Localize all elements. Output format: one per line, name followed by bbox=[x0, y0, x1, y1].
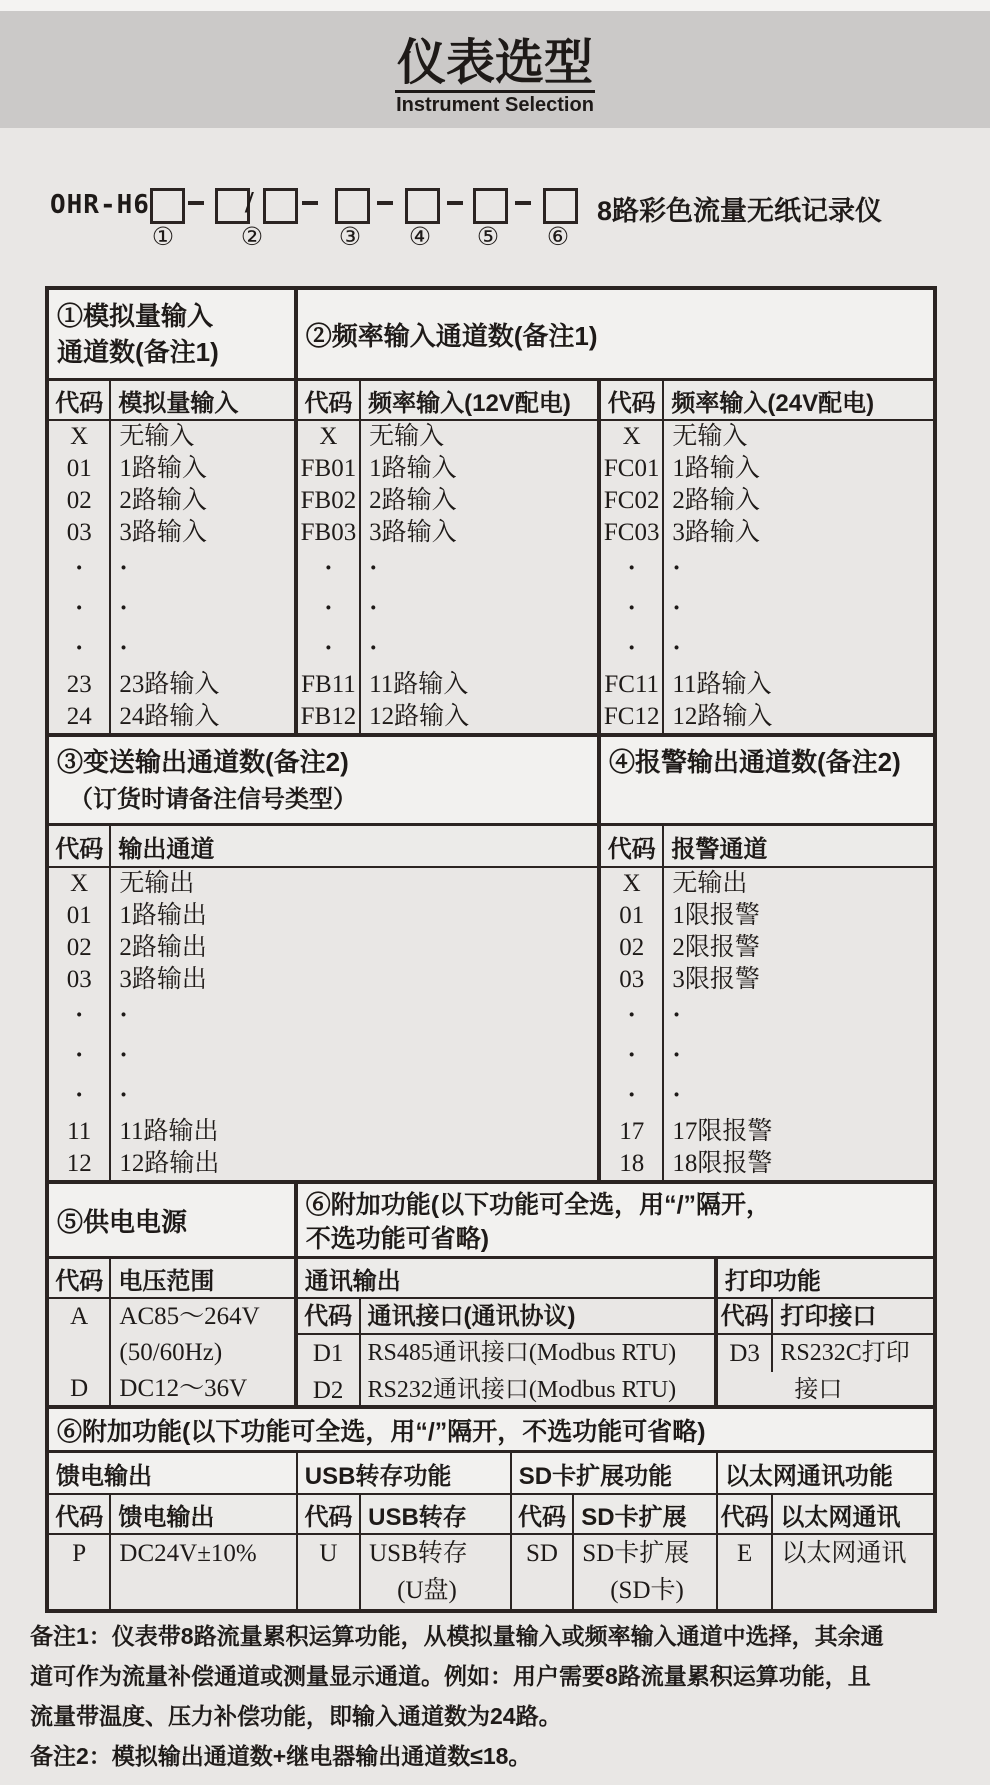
feed-value bbox=[111, 1535, 297, 1609]
ethernet-code bbox=[718, 1535, 774, 1609]
comm-code-d2: D2 bbox=[298, 1372, 361, 1405]
sd-line1: SD卡扩展 bbox=[582, 1540, 690, 1567]
comm-col-interface: 通讯接口(通讯协议) bbox=[367, 1303, 576, 1330]
column-header-row-outputs bbox=[49, 826, 933, 868]
page-subtitle: Instrument Selection bbox=[396, 94, 594, 116]
col-sd-expand: SD卡扩展 bbox=[574, 1495, 718, 1533]
col-code: 代码 bbox=[601, 381, 664, 419]
group-feed-output: 馈电输出 bbox=[49, 1453, 298, 1493]
power-val-ac: AC85～264V bbox=[119, 1303, 260, 1330]
data-block-outputs bbox=[49, 868, 933, 1184]
marker-3: ③ bbox=[338, 222, 362, 251]
section-header-row-power bbox=[49, 1184, 933, 1259]
usb-line1: USB转存 bbox=[369, 1540, 468, 1567]
addon-fullwidth-header: ⑥附加功能(以下功能可全选，用“/”隔开，不选功能可省略) bbox=[49, 1409, 933, 1450]
section-power-header: ⑤供电电源 bbox=[49, 1184, 298, 1256]
sd-line2: (SD卡) bbox=[610, 1577, 684, 1604]
col-analog-input: 模拟量输入 bbox=[111, 381, 297, 419]
marker-5: ⑤ bbox=[476, 222, 500, 251]
col-ethernet-comm: 以太网通讯 bbox=[773, 1495, 933, 1533]
analog-code-list: X 01 02 03 · · · 23 24 bbox=[49, 421, 111, 733]
sd-code-value: SD bbox=[526, 1540, 558, 1567]
product-name: 8路彩色流量无纸记录仪 bbox=[597, 196, 883, 226]
column-header-row-power bbox=[49, 1259, 933, 1299]
section-header-row-outputs bbox=[49, 737, 933, 826]
comm-code-d1: D1 bbox=[298, 1335, 361, 1372]
power-comm-print-block bbox=[49, 1299, 933, 1409]
addon-header-line1: ⑥附加功能(以下功能可全选，用“/”隔开， bbox=[305, 1191, 772, 1219]
alarm-code-list: X 01 02 03 · · · 17 18 bbox=[601, 868, 664, 1180]
col-comm-output: 通讯输出 bbox=[298, 1259, 718, 1297]
freq24v-desc-list: 无输入 1路输入 2路输入 3路输入 · · · 11路输入 12路输入 bbox=[672, 423, 773, 730]
alarm-desc-list: 无输出 1限报警 2限报警 3限报警 · · · 17限报警 18限报警 bbox=[672, 870, 773, 1177]
output-code-list: X 01 02 03 · · · 11 12 bbox=[49, 868, 111, 1180]
comm-desc-d1: RS485通讯接口(Modbus RTU) bbox=[367, 1340, 677, 1366]
col-code: 代码 bbox=[49, 381, 111, 419]
marker-2: ② bbox=[240, 222, 264, 251]
col-code: 代码 bbox=[298, 381, 361, 419]
transmit-header-line2: （订货时请备注信号类型） bbox=[69, 786, 357, 813]
ethernet-value bbox=[773, 1535, 933, 1609]
model-box-6 bbox=[543, 188, 578, 224]
feed-code-value: P bbox=[72, 1540, 87, 1567]
note2-line1: 备注2：模拟输出通道数+继电器输出通道数≤18。 bbox=[30, 1743, 532, 1769]
model-box-4 bbox=[405, 188, 440, 224]
note1-line2: 道可作为流量补偿通道或测量显示通道。例如：用户需要8路流量累积运算功能，且 bbox=[30, 1663, 871, 1689]
col-usb-transfer: USB转存 bbox=[361, 1495, 512, 1533]
analog-header-line2: 通道数(备注1) bbox=[57, 337, 219, 367]
comm-area bbox=[298, 1299, 718, 1405]
section-frequency-input-header: ②频率输入通道数(备注1) bbox=[298, 290, 933, 378]
section-alarm-output-header: ④报警输出通道数(备注2) bbox=[601, 737, 933, 823]
group-sd: SD卡扩展功能 bbox=[512, 1453, 718, 1493]
analog-header-line1: ①模拟量输入 bbox=[57, 301, 214, 331]
col-code: 代码 bbox=[49, 826, 111, 866]
accessory-data-row bbox=[49, 1535, 933, 1609]
model-box-1 bbox=[150, 188, 185, 224]
usb-value bbox=[361, 1535, 512, 1609]
power-code-blank bbox=[49, 1335, 109, 1371]
print-row-d3 bbox=[718, 1335, 933, 1405]
group-usb: USB转存功能 bbox=[298, 1453, 512, 1493]
model-box-5 bbox=[473, 188, 508, 224]
slash-separator: / bbox=[245, 184, 254, 219]
power-val-hz: (50/60Hz) bbox=[119, 1339, 223, 1366]
data-block-inputs bbox=[49, 421, 933, 737]
col-freq-24v: 频率输入(24V配电) bbox=[664, 381, 933, 419]
col-feed-output: 馈电输出 bbox=[111, 1495, 297, 1533]
sd-code bbox=[512, 1535, 574, 1609]
col-code: 代码 bbox=[49, 1495, 111, 1533]
usb-code-value: U bbox=[319, 1540, 338, 1567]
model-box-2b bbox=[263, 188, 298, 224]
column-header-row-inputs bbox=[49, 381, 933, 421]
selection-table bbox=[45, 286, 937, 1613]
top-strip bbox=[0, 0, 990, 11]
note1-line3: 流量带温度、压力补偿功能，即输入通道数为24路。 bbox=[30, 1703, 562, 1729]
model-prefix: OHR-H6 bbox=[50, 190, 150, 220]
power-code-list bbox=[49, 1299, 111, 1405]
print-area bbox=[718, 1299, 933, 1405]
section-header-row-inputs bbox=[49, 290, 933, 381]
print-desc-line2: 接口 bbox=[794, 1377, 843, 1403]
col-code: 代码 bbox=[49, 1259, 111, 1297]
dash-separator bbox=[188, 201, 204, 205]
model-box-3 bbox=[335, 188, 370, 224]
dash-separator bbox=[377, 201, 393, 205]
dash-separator bbox=[447, 201, 463, 205]
power-code-a: A bbox=[70, 1303, 89, 1330]
feed-value-text: DC24V±10% bbox=[119, 1540, 257, 1567]
sd-value bbox=[574, 1535, 718, 1609]
addon-fullwidth-header-row bbox=[49, 1409, 933, 1453]
col-code: 代码 bbox=[601, 826, 664, 866]
title-banner bbox=[0, 11, 990, 128]
freq12v-desc-list: 无输入 1路输入 2路输入 3路输入 · · · 11路输入 12路输入 bbox=[361, 421, 601, 733]
marker-6: ⑥ bbox=[546, 222, 570, 251]
comm-col-code: 代码 bbox=[298, 1299, 361, 1335]
freq24v-code-list: X FC01 FC02 FC03 · · · FC11 FC12 bbox=[601, 421, 664, 733]
ethernet-value-text: 以太网通讯 bbox=[781, 1540, 907, 1567]
print-desc-d3 bbox=[773, 1335, 933, 1405]
feed-code bbox=[49, 1535, 111, 1609]
power-value-list bbox=[111, 1299, 297, 1405]
dash-separator bbox=[302, 201, 318, 205]
col-alarm-channel: 报警通道 bbox=[664, 826, 933, 866]
comm-desc-d2: RS232通讯接口(Modbus RTU) bbox=[367, 1377, 677, 1403]
footnotes bbox=[30, 1616, 960, 1776]
output-desc-list: 无输出 1路输出 2路输出 3路输出 · · · 11路输出 12路输出 bbox=[111, 868, 601, 1180]
col-code: 代码 bbox=[298, 1495, 361, 1533]
accessory-group-header-row bbox=[49, 1453, 933, 1495]
comm-row-d2 bbox=[298, 1372, 714, 1405]
group-ethernet: 以太网通讯功能 bbox=[718, 1453, 933, 1493]
print-col-code: 代码 bbox=[718, 1299, 774, 1335]
transmit-header-line1: ③变送输出通道数(备注2) bbox=[57, 747, 349, 777]
section-transmit-output-header bbox=[49, 737, 601, 823]
section-addon-header bbox=[298, 1184, 933, 1256]
col-output-channel: 输出通道 bbox=[111, 826, 601, 866]
addon-header-line2: 不选功能可省略) bbox=[305, 1225, 490, 1253]
analog-desc-list: 无输入 1路输入 2路输入 3路输入 · · · 23路输入 24路输入 bbox=[111, 421, 297, 733]
ethernet-code-value: E bbox=[736, 1540, 753, 1567]
col-voltage-range: 电压范围 bbox=[111, 1259, 297, 1297]
col-print-function: 打印功能 bbox=[718, 1259, 933, 1297]
usb-line2: (U盘) bbox=[397, 1577, 457, 1604]
page-title: 仪表选型 bbox=[395, 37, 595, 93]
print-desc-line1: RS232C打印 bbox=[780, 1340, 910, 1366]
print-code-d3: D3 bbox=[718, 1335, 774, 1372]
col-code: 代码 bbox=[718, 1495, 774, 1533]
section-analog-input-header bbox=[49, 290, 298, 378]
usb-code bbox=[298, 1535, 361, 1609]
col-freq-12v: 频率输入(12V配电) bbox=[361, 381, 601, 419]
print-subheader-row bbox=[718, 1299, 933, 1335]
col-code: 代码 bbox=[512, 1495, 574, 1533]
power-val-dc: DC12～36V bbox=[119, 1375, 248, 1402]
note1-line1: 备注1：仪表带8路流量累积运算功能，从模拟量输入或频率输入通道中选择，其余通 bbox=[30, 1623, 884, 1649]
power-code-d: D bbox=[70, 1375, 89, 1402]
marker-1: ① bbox=[151, 222, 175, 251]
accessory-column-header-row bbox=[49, 1495, 933, 1535]
comm-subheader-row bbox=[298, 1299, 714, 1335]
freq12v-code-list: X FB01 FB02 FB03 · · · FB11 FB12 bbox=[298, 421, 361, 733]
print-col-interface: 打印接口 bbox=[780, 1303, 877, 1330]
dash-separator bbox=[515, 201, 531, 205]
marker-4: ④ bbox=[408, 222, 432, 251]
comm-row-d1 bbox=[298, 1335, 714, 1372]
